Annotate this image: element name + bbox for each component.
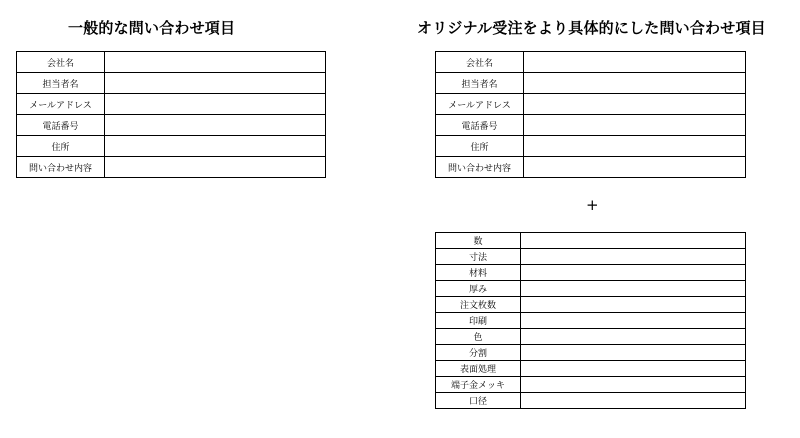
field-value-cell [105, 52, 326, 73]
field-label: 数 [436, 233, 521, 249]
field-value-cell [521, 265, 746, 281]
table-row [436, 136, 746, 157]
table-row [436, 345, 746, 361]
field-value-cell [521, 297, 746, 313]
field-label: 会社名 [436, 52, 524, 73]
field-label: 口径 [436, 393, 521, 409]
plus-sign: + [586, 196, 599, 214]
field-value-cell [521, 249, 746, 265]
field-label: 厚み [436, 281, 521, 297]
field-value-cell [524, 52, 746, 73]
custom-order-inquiry-table [435, 51, 746, 178]
field-value-cell [521, 377, 746, 393]
general-inquiry-table [16, 51, 326, 178]
table-row [17, 94, 326, 115]
field-label: 材料 [436, 265, 521, 281]
general-inquiry-heading: 一般的な問い合わせ項目 [68, 19, 236, 37]
table-row [436, 52, 746, 73]
table-row [436, 329, 746, 345]
table-row [436, 297, 746, 313]
table-row [436, 281, 746, 297]
table-row [436, 233, 746, 249]
field-label: 色 [436, 329, 521, 345]
field-value-cell [524, 157, 746, 178]
field-value-cell [521, 313, 746, 329]
table-row [17, 52, 326, 73]
field-value-cell [524, 94, 746, 115]
field-value-cell [521, 361, 746, 377]
field-value-cell [105, 136, 326, 157]
field-value-cell [521, 281, 746, 297]
table-row [436, 393, 746, 409]
table-row [436, 377, 746, 393]
field-label: 分割 [436, 345, 521, 361]
field-value-cell [521, 345, 746, 361]
table-row [436, 157, 746, 178]
field-label: 問い合わせ内容 [436, 157, 524, 178]
field-label: 注文枚数 [436, 297, 521, 313]
field-value-cell [521, 233, 746, 249]
field-value-cell [105, 115, 326, 136]
field-label: 住所 [17, 136, 105, 157]
field-value-cell [521, 393, 746, 409]
field-label: メールアドレス [436, 94, 524, 115]
field-label: 端子金メッキ [436, 377, 521, 393]
table-row [436, 94, 746, 115]
table-row [436, 115, 746, 136]
field-label: 電話番号 [436, 115, 524, 136]
field-value-cell [524, 115, 746, 136]
field-label: 寸法 [436, 249, 521, 265]
table-row [436, 313, 746, 329]
field-value-cell [524, 136, 746, 157]
field-value-cell [105, 157, 326, 178]
table-row [17, 115, 326, 136]
table-row [436, 361, 746, 377]
field-label: 住所 [436, 136, 524, 157]
table-row [17, 136, 326, 157]
custom-order-inquiry-heading: オリジナル受注をより具体的にした問い合わせ項目 [417, 19, 766, 37]
field-value-cell [105, 73, 326, 94]
field-label: 担当者名 [436, 73, 524, 94]
field-label: 電話番号 [17, 115, 105, 136]
table-row [17, 73, 326, 94]
field-label: 表面処理 [436, 361, 521, 377]
field-label: 問い合わせ内容 [17, 157, 105, 178]
field-label: 会社名 [17, 52, 105, 73]
order-details-table [435, 232, 746, 409]
field-label: メールアドレス [17, 94, 105, 115]
table-row [436, 265, 746, 281]
field-value-cell [524, 73, 746, 94]
field-value-cell [105, 94, 326, 115]
field-label: 印刷 [436, 313, 521, 329]
field-value-cell [521, 329, 746, 345]
table-row [436, 73, 746, 94]
field-label: 担当者名 [17, 73, 105, 94]
table-row [436, 249, 746, 265]
table-row [17, 157, 326, 178]
